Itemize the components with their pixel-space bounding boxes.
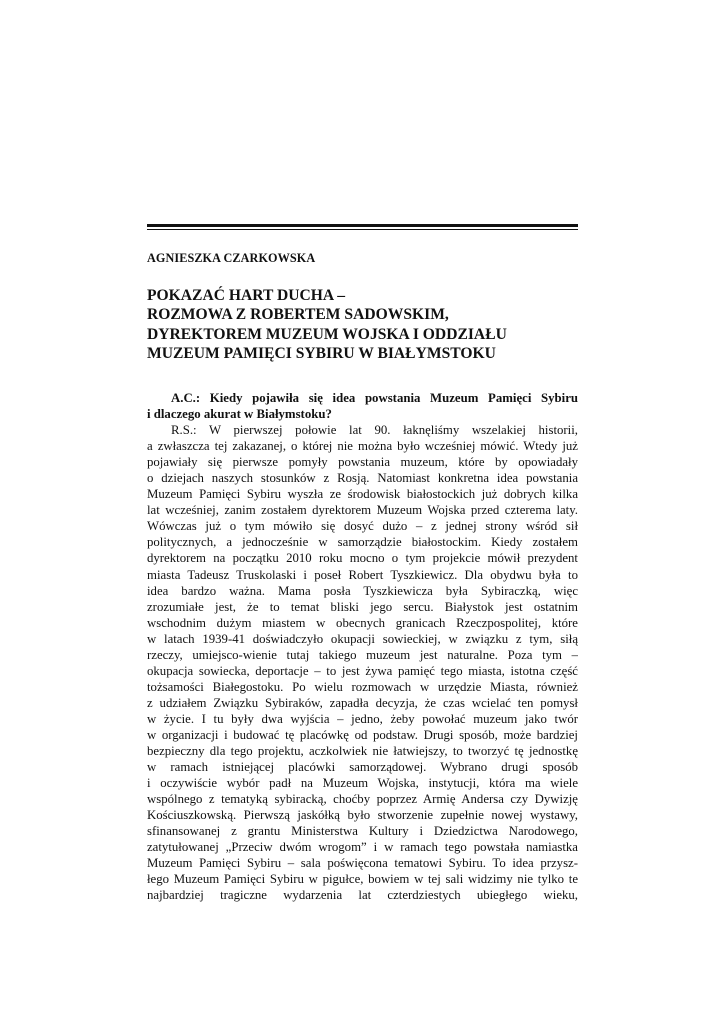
article-title [147,286,587,363]
answer-line: Wówczas już o tym mówiło się dosyć dużo – z jednej strony wśród sił [147,519,578,534]
answer-line: w życie. I tu były dwa wyjścia – jedno, żeby powołać muzeum jako twór [147,711,578,726]
answer-line: a zwłaszcza tej zakazanej, o której nie można było wcześniej mówić. Wtedy już [147,439,578,454]
article-body [147,390,578,904]
answer-line: lat wcześniej, zanim zostałem dyrektorem Muzeum Wojska przed czterema laty. [147,503,578,518]
answer-line: sfinansowanej z grantu Ministerstwa Kultury i Dziedzictwa Narodowego, [147,824,578,839]
answer-line: najbardziej tragiczne wydarzenia lat czterdziestych ubiegłego wieku, [147,888,578,903]
answer-line: Muzeum Pamięci Sybiru – sala poświęcona tematowi Sybiru. To idea przysz- [147,856,578,871]
answer-line: miasta Tadeusz Truskolaski i poseł Robert Tyszkiewicz. Dla obydwu była to [147,567,578,582]
answer-line: pojawiały się pierwsze pomyły powstania muzeum, które by opowiadały [147,455,578,470]
question-line: i dlaczego akurat w Białymstoku? [147,407,332,422]
answer-line: wschodnim dużym miastem w obecnych granicach Rzeczpospolitej, które [147,615,578,630]
answer-line: z udziałem Związku Sybiraków, zapadła decyzja, że czas wcielać ten pomysł [147,695,578,710]
answer-line: łego Muzeum Pamięci Sybiru w pigułce, bowiem w tej sali widzimy nie tylko te [147,872,578,887]
answer-line: o dziejach naszych stosunków z Rosją. Natomiast konkretna idea powstania [147,471,578,486]
header-rule [147,224,578,230]
title-line: ROZMOWA Z ROBERTEM SADOWSKIM, [147,306,449,324]
header-rule-thick [147,224,578,227]
title-line: MUZEUM PAMIĘCI SYBIRU W BIAŁYMSTOKU [147,344,496,362]
answer-line: okupacja sowiecka, deportacje – to jest żywa pamięć tego miasta, istotna część [147,663,578,678]
author-name: AGNIESZKA CZARKOWSKA [147,251,316,265]
answer-line: w ramach istniejącej placówki samorządowej. Wybrano drugi sposób [147,760,578,775]
header-rule-thin [147,229,578,230]
answer-line: Muzeum Pamięci Sybiru wyszła ze środowisk białostockich już dobrych kilka [147,487,578,502]
answer-line: zrozumiałe jest, że to temat bliski jego sercu. Białystok jest ostatnim [147,599,578,614]
answer-line: rzeczy, umiejsco-wienie tutaj takiego muzeum jest naturalne. Poza tym – [147,647,578,662]
answer-line: R.S.: W pierwszej połowie lat 90. łaknęliśmy wszelakiej historii, [171,423,578,438]
answer-line: zatytułowanej „Przeciw dwóm wrogom” i w ramach tego powstała namiastka [147,840,578,855]
answer-line: Kościuszkowską. Pierwszą jaskółką było stworzenie zupełnie nowej wystawy, [147,808,578,823]
answer-line: dyrektorem na początku 2010 roku mocno o tym projekcie mówił prezydent [147,551,578,566]
title-line: POKAZAĆ HART DUCHA – [147,287,345,304]
answer-line: politycznych, a jednocześnie w samorządzie białostockim. Kiedy zostałem [147,535,578,550]
answer-line: tożsamości Białegostoku. Po wielu rozmowach w urzędzie Miasta, również [147,679,578,694]
answer-line: idea bardzo ważna. Mama posła Tyszkiewicza była Sybiraczką, więc [147,583,578,598]
question-line: A.C.: Kiedy pojawiła się idea powstania Muzeum Pamięci Sybiru [171,391,578,405]
title-line: DYREKTOREM MUZEUM WOJSKA I ODDZIAŁU [147,325,507,343]
answer-line: wspólnego z tematyką sybiracką, choćby poprzez Armię Andersa czy Dywizję [147,792,578,807]
answer-line: bezpieczny dla tego projektu, aczkolwiek nie łatwiejszy, to tworzyć tę jednostkę [147,744,578,759]
answer-line: w latach 1939-41 doświadczyło okupacji sowieckiej, w związku z tym, siłą [147,631,578,646]
answer-line: w organizacji i budować tę placówkę od podstaw. Drugi sposób, może bardziej [147,727,578,742]
answer-line: i oczywiście wybór padł na Muzeum Wojska, instytucji, która ma wiele [147,776,578,791]
